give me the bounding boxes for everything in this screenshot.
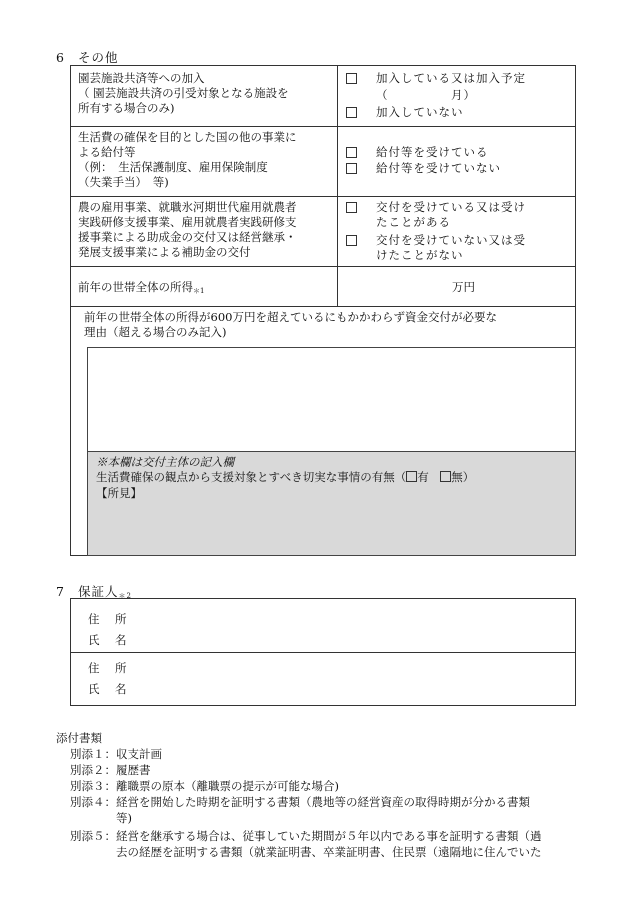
section-title-text: その他 [78, 50, 119, 65]
option-granted [376, 200, 526, 230]
column-divider [337, 65, 338, 306]
label-line: 生活費の確保を目的とした国の他の事業に [78, 130, 297, 144]
attachment-item: 別添５：経営を継承する場合は、従事していた期間が５年以内である事を証明する書類（過 [70, 829, 542, 843]
label-line: 発展支援事業による補助金の交付 [78, 245, 251, 259]
label-line: 園芸施設共済等への加入 [78, 71, 205, 85]
checkbox-receiving-benefits[interactable] [346, 147, 357, 158]
section-number: 7 [56, 584, 65, 599]
yes-label: 有 [417, 470, 429, 484]
checkbox-granted[interactable] [346, 202, 357, 213]
option-line: 交付を受けていない又は受 [376, 233, 526, 247]
checkbox-not-enrolled[interactable] [346, 107, 357, 118]
footnote-mark: ＊1 [193, 287, 205, 295]
reason-line: 前年の世帯全体の所得が600万円を超えているにもかかわらず資金交付が必要な [84, 310, 497, 324]
option-line: 交付を受けている又は受け [376, 200, 526, 214]
option-not-enrolled: 加入していない [376, 105, 464, 119]
option-enrolled: 加入している又は加入予定 [376, 71, 526, 85]
label-line: （失業手当） 等) [78, 175, 169, 189]
row-divider [70, 126, 576, 127]
row-divider [70, 652, 576, 653]
income-unit: 万円 [452, 280, 475, 294]
reason-label [84, 310, 497, 340]
row-divider [70, 306, 576, 307]
attachment-item: 別添２：履歴書 [70, 763, 151, 777]
checkbox-not-granted[interactable] [346, 235, 357, 246]
label-line: （例： 生活保護制度、雇用保険制度 [78, 160, 268, 174]
official-use-question [96, 470, 474, 485]
guarantor-1-address-label: 住 所 [88, 612, 129, 626]
option-line: けたことがない [376, 248, 464, 262]
label-line: 農の雇用事業、就職氷河期世代雇用就農者 [78, 200, 297, 214]
question-text: 生活費確保の観点から支援対象とすべき切実な事情の有無（ [96, 470, 407, 484]
section-6-title [56, 48, 119, 66]
label-line: 所有する場合のみ) [78, 101, 175, 115]
option-not-receiving-benefits: 給付等を受けていない [376, 161, 501, 175]
option-line: たことがある [376, 215, 451, 229]
label-line: よる給付等 [78, 145, 136, 159]
attachment-item: 別添３：離職票の原本（離職票の提示が可能な場合) [70, 779, 339, 793]
reason-input-area[interactable] [87, 347, 576, 452]
attachment-item: 去の経歴を証明する書類（就業証明書、卒業証明書、住民票（遠隔地に住んでいた [70, 845, 542, 859]
reason-line: 理由（超える場合のみ記入) [84, 325, 227, 339]
row-divider [70, 196, 576, 197]
official-opinion-label: 【所見】 [96, 486, 142, 500]
row-2-label [78, 130, 297, 190]
no-label: 無） [451, 470, 475, 484]
official-use-note: ※本欄は交付主体の記入欄 [96, 455, 234, 469]
section-title-text: 保証人 [78, 584, 119, 599]
checkbox-yes[interactable] [406, 471, 417, 482]
guarantor-2-name-label: 氏 名 [88, 682, 129, 696]
label-line: 実践研修支援事業、雇用就農者実践研修支 [78, 215, 297, 229]
label-line: （ 園芸施設共済の引受対象となる施設を [78, 86, 289, 100]
attachment-item: 等) [70, 811, 132, 825]
row-divider [70, 266, 576, 267]
row-3-label [78, 200, 297, 260]
income-label-text: 前年の世帯全体の所得 [78, 280, 193, 294]
section-number: 6 [56, 50, 65, 65]
checkbox-not-receiving-benefits[interactable] [346, 163, 357, 174]
checkbox-enrolled[interactable] [346, 73, 357, 84]
attachments-title: 添付書類 [56, 731, 102, 745]
checkbox-no[interactable] [440, 471, 451, 482]
option-enroll-month: （ 月） [376, 88, 476, 102]
guarantor-2-address-label: 住 所 [88, 661, 129, 675]
label-line: 援事業による助成金の交付又は経営継承・ [78, 230, 297, 244]
attachment-item: 別添４：経営を開始した時期を証明する書類（農地等の経営資産の取得時期が分かる書類 [70, 795, 530, 809]
attachment-item: 別添１：収支計画 [70, 747, 162, 761]
income-label [78, 280, 204, 299]
row-1-label [78, 71, 289, 116]
guarantor-1-name-label: 氏 名 [88, 633, 129, 647]
option-receiving-benefits: 給付等を受けている [376, 145, 489, 159]
option-not-granted [376, 233, 526, 263]
footnote-mark: ＊2 [118, 592, 132, 600]
